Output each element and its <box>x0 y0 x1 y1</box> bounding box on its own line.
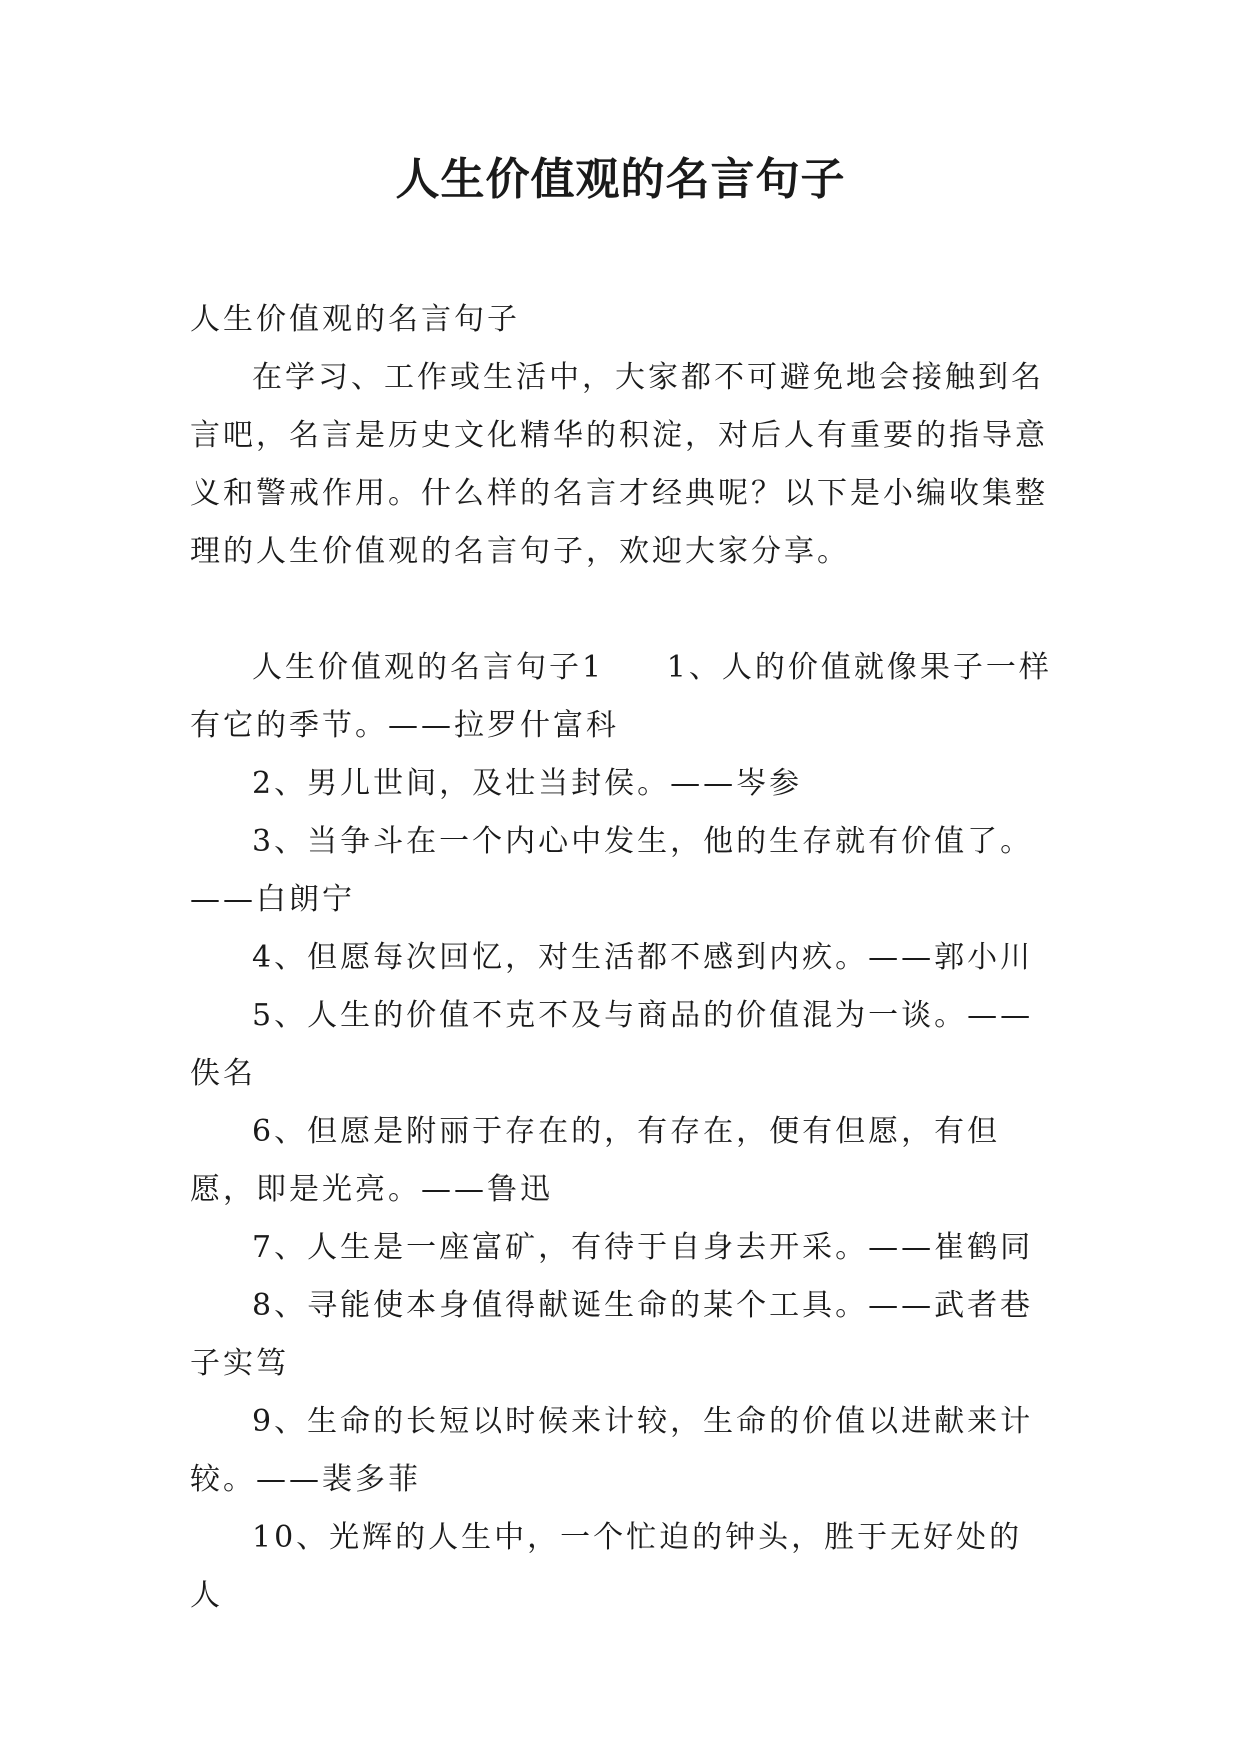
quote-item: 1、人的价值就像果子一样有它的季节。——拉罗什富科 <box>190 650 1052 743</box>
intro-paragraph: 在学习、工作或生活中，大家都不可避免地会接触到名言吧，名言是历史文化精华的积淀，对后人有重要的指导意义和警戒作用。什么样的名言才经典呢？以下是小编收集整理的人生价值观的名言句子，欢迎大家分享。 <box>190 360 1048 569</box>
heading-spacer <box>604 650 667 685</box>
quote-item: 5、人生的价值不克不及与商品的价值混为一谈。——佚名 <box>190 998 1034 1091</box>
quote-item: 2、男儿世间，及壮当封侯。——岑参 <box>252 766 803 801</box>
quote-first-paragraph <box>190 639 1055 755</box>
section-heading: 人生价值观的名言句子1 <box>252 650 605 685</box>
quote-item: 7、人生是一座富矿，有待于自身去开采。——崔鹤同 <box>252 1230 1034 1265</box>
paragraph-gap <box>190 581 1055 639</box>
document-body <box>190 291 1055 1625</box>
document-title: 人生价值观的名言句子 <box>395 154 846 205</box>
quote-item: 6、但愿是附丽于存在的，有存在，便有但愿，有但愿，即是光亮。——鲁迅 <box>190 1114 1001 1207</box>
quote-item: 8、寻能使本身值得献诞生命的某个工具。——武者巷子实笃 <box>190 1288 1034 1381</box>
quote-item: 3、当争斗在一个内心中发生，他的生存就有价值了。——白朗宁 <box>190 824 1034 917</box>
quote-item: 4、但愿每次回忆，对生活都不感到内疚。——郭小川 <box>252 940 1034 975</box>
document-subtitle: 人生价值观的名言句子 <box>190 302 520 337</box>
quote-item: 10、光辉的人生中，一个忙迫的钟头，胜于无好处的人 <box>190 1520 1023 1613</box>
quote-item: 9、生命的长短以时候来计较，生命的价值以进献来计较。——裴多菲 <box>190 1404 1034 1497</box>
